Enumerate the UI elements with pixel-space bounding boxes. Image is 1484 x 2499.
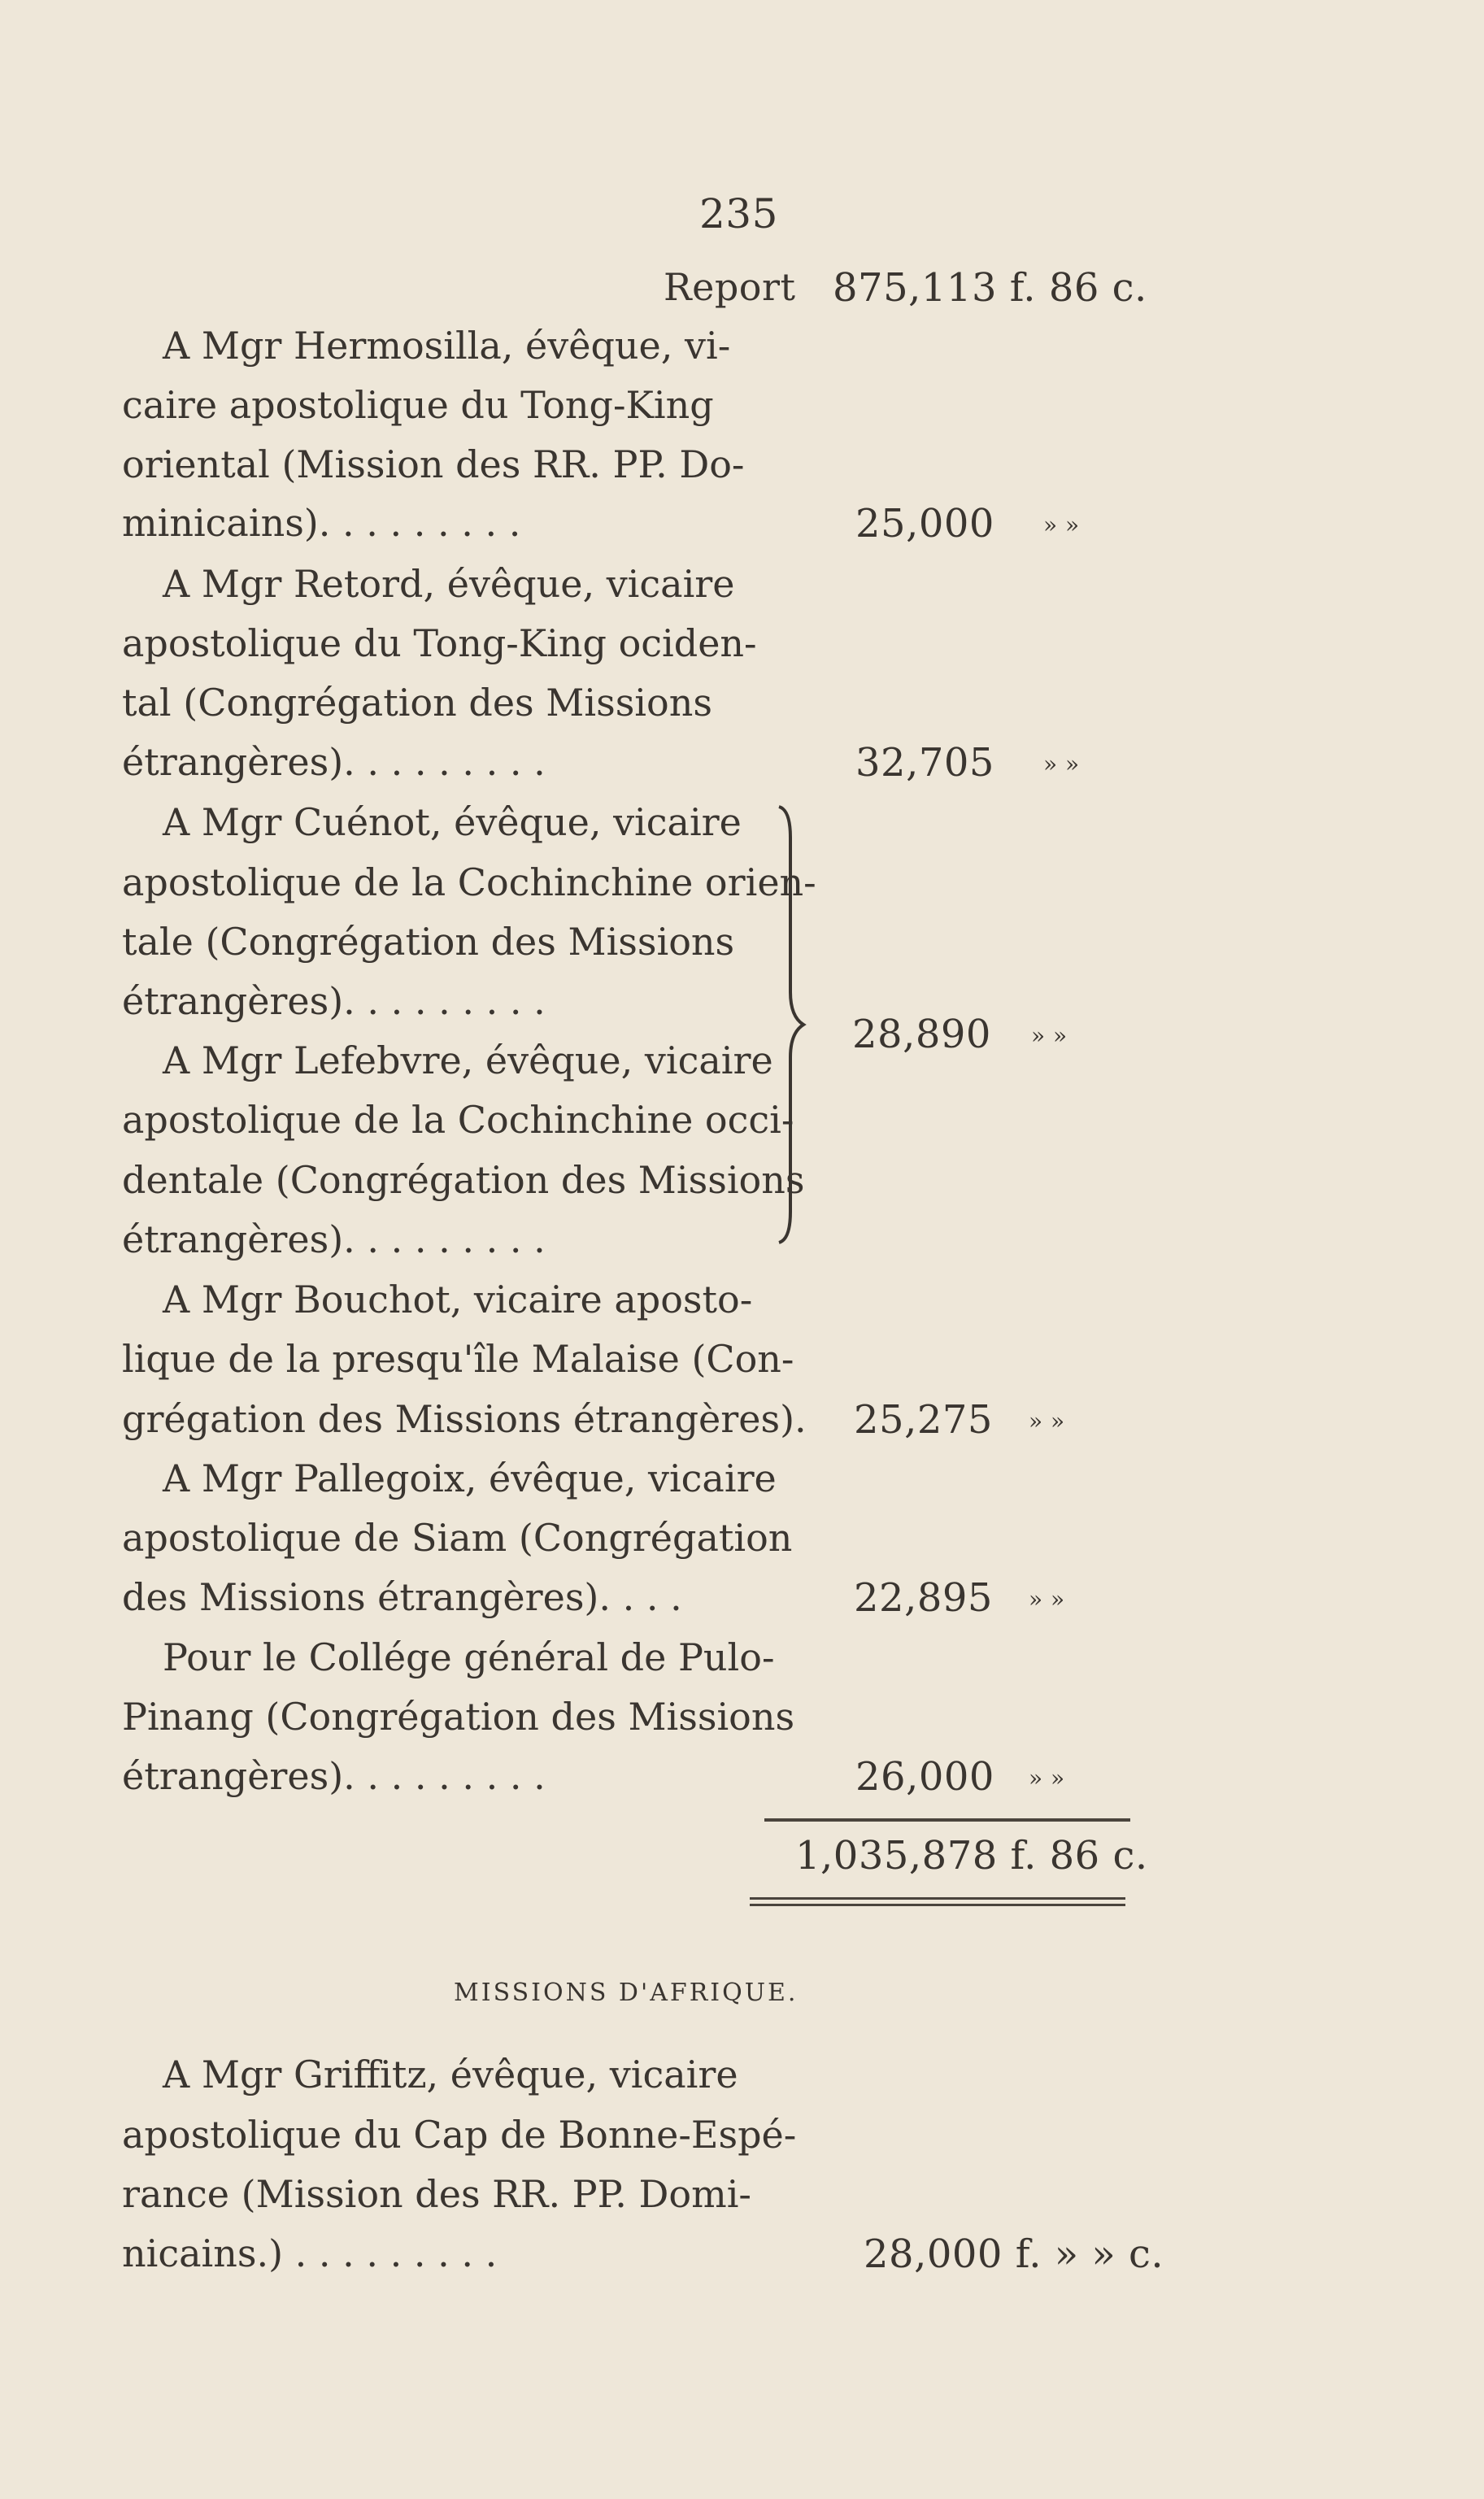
entry-text-line: apostolique de la Cochinchine orien-	[122, 860, 816, 904]
entry-text-line: apostolique du Tong-King ociden-	[122, 621, 757, 665]
entry-text-line: des Missions étrangères). . . .	[122, 1575, 682, 1619]
entry-text-line: grégation des Missions étrangères).	[122, 1397, 807, 1441]
entry-amount: 22,895	[854, 1575, 993, 1621]
entry-text-line: A Mgr Cuénot, évêque, vicaire	[163, 800, 742, 844]
entry-amount-suffix: » »	[1029, 1765, 1065, 1792]
total-rule-bottom-2	[750, 1904, 1125, 1906]
entry-text-line: étrangères). . . . . . . . .	[122, 979, 546, 1023]
section-heading: MISSIONS D'AFRIQUE.	[454, 1979, 799, 2007]
entry-text-line: A Mgr Bouchot, vicaire aposto-	[163, 1278, 753, 1321]
entry-text-line: apostolique de Siam (Congrégation	[122, 1516, 793, 1560]
total-rule-top	[764, 1818, 1130, 1822]
entry-amount: 32,705	[855, 740, 994, 786]
entry-text-line: Pour le Collége général de Pulo-	[163, 1635, 775, 1679]
entry-text-line: étrangères). . . . . . . . .	[122, 740, 546, 784]
entry-text-line: dentale (Congrégation des Missions	[122, 1158, 805, 1202]
entry-amount-suffix: » »	[1043, 512, 1080, 538]
entry-amount-suffix: » »	[1043, 751, 1080, 777]
report-label: Report	[664, 265, 796, 309]
entry-text-line: étrangères). . . . . . . . .	[122, 1754, 546, 1798]
entry-text-line: apostolique de la Cochinchine occi-	[122, 1098, 794, 1142]
entry-text-line: A Mgr Griffitz, évêque, vicaire	[163, 2053, 738, 2096]
entry-amount-suffix: » »	[1029, 1586, 1065, 1613]
entry-text-line: étrangères). . . . . . . . .	[122, 1217, 546, 1261]
entry-amount: 25,000	[855, 501, 994, 546]
entry-text-line: tal (Congrégation des Missions	[122, 681, 712, 725]
entry-amount: 25,275	[854, 1397, 993, 1443]
entry-text-line: nicains.) . . . . . . . . .	[122, 2231, 498, 2275]
grouping-brace	[772, 805, 813, 1244]
entry-text-line: rance (Mission des RR. PP. Domi-	[122, 2172, 751, 2216]
entry-amount: 26,000	[855, 1754, 994, 1800]
brace-group-amount: 28,890	[852, 1012, 991, 1057]
entry-text-line: A Mgr Pallegoix, évêque, vicaire	[163, 1456, 777, 1500]
report-amount: 875,113 f. 86 c.	[833, 265, 1147, 311]
entry-amount: 28,000 f. » » c.	[864, 2231, 1164, 2277]
page-number: 235	[699, 190, 778, 237]
entry-text-line: A Mgr Hermosilla, évêque, vi-	[163, 324, 731, 368]
grand-total: 1,035,878 f. 86 c.	[795, 1833, 1148, 1879]
entry-text-line: minicains). . . . . . . . .	[122, 501, 521, 545]
entry-text-line: A Mgr Retord, évêque, vicaire	[163, 562, 735, 606]
entry-text-line: Pinang (Congrégation des Missions	[122, 1695, 795, 1739]
entry-text-line: apostolique du Cap de Bonne-Espé-	[122, 2113, 797, 2157]
entry-amount-suffix: » »	[1029, 1408, 1065, 1435]
total-rule-bottom-1	[750, 1897, 1125, 1900]
entry-text-line: oriental (Mission des RR. PP. Do-	[122, 442, 745, 486]
entry-text-line: caire apostolique du Tong-King	[122, 383, 714, 427]
entry-text-line: lique de la presqu'île Malaise (Con-	[122, 1337, 794, 1381]
brace-group-suffix: » »	[1031, 1022, 1068, 1049]
entry-text-line: A Mgr Lefebvre, évêque, vicaire	[163, 1038, 773, 1082]
entry-text-line: tale (Congrégation des Missions	[122, 920, 735, 964]
